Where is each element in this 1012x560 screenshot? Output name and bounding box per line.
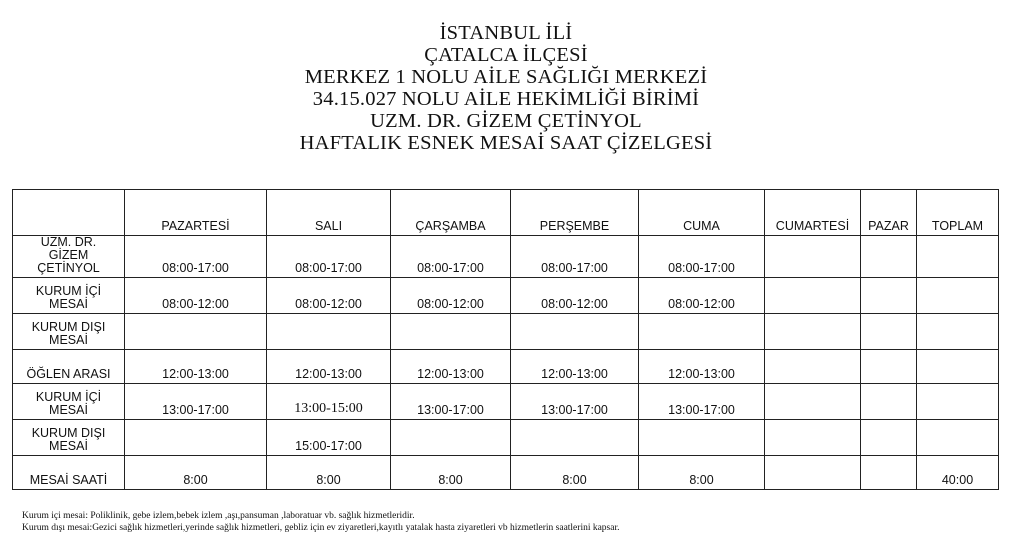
footnote-external-work: Kurum dışı mesai:Gezici sağlık hizmetleri,yerinde sağlık hizmetleri, gebliz için ev ziyaretleri,kayıtlı yatalak hasta ziyaretleri vb hizmetlerin saatlerini kapsar. bbox=[22, 523, 620, 533]
table-row-external-afternoon-row bbox=[13, 420, 999, 456]
table-row-lunch-break-row bbox=[13, 350, 999, 384]
row-label-line: ÇETİNYOL bbox=[37, 261, 100, 275]
table-cell bbox=[125, 420, 267, 456]
row-label-line: KURUM DIŞI bbox=[31, 426, 106, 440]
table-cell bbox=[765, 384, 861, 420]
row-label bbox=[13, 350, 125, 384]
table-cell: 08:00-17:00 bbox=[639, 236, 765, 278]
header-cell-empty bbox=[13, 190, 125, 236]
header-cell-saturday: CUMARTESİ bbox=[765, 190, 861, 236]
table-cell bbox=[639, 314, 765, 350]
row-label-line: MESAİ bbox=[49, 333, 88, 347]
table-cell bbox=[861, 314, 917, 350]
table-cell: 12:00-13:00 bbox=[125, 350, 267, 384]
row-label bbox=[13, 236, 125, 278]
header-cell-thursday: PERŞEMBE bbox=[511, 190, 639, 236]
footnotes bbox=[22, 510, 1002, 534]
header-schedule-title: HAFTALIK ESNEK MESAİ SAAT ÇİZELGESİ bbox=[299, 132, 713, 154]
table-row-internal-morning-row bbox=[13, 278, 999, 314]
header-cell-wednesday: ÇARŞAMBA bbox=[391, 190, 511, 236]
row-label-line: GİZEM bbox=[48, 248, 89, 262]
table-cell bbox=[861, 456, 917, 490]
table-cell bbox=[511, 420, 639, 456]
row-label bbox=[13, 278, 125, 314]
table-cell bbox=[861, 420, 917, 456]
table-cell bbox=[917, 236, 999, 278]
row-label bbox=[13, 420, 125, 456]
header-district: ÇATALCA İLÇESİ bbox=[424, 44, 588, 66]
table-row-doctor-row bbox=[13, 236, 999, 278]
table-cell bbox=[861, 384, 917, 420]
table-cell: 08:00-12:00 bbox=[511, 278, 639, 314]
table-cell bbox=[917, 278, 999, 314]
table-header-row bbox=[13, 190, 999, 236]
table-cell bbox=[917, 350, 999, 384]
table-cell: 12:00-13:00 bbox=[391, 350, 511, 384]
table-cell bbox=[391, 314, 511, 350]
table-row-internal-afternoon-row bbox=[13, 384, 999, 420]
header-health-center: MERKEZ 1 NOLU AİLE SAĞLIĞI MERKEZİ bbox=[304, 66, 708, 88]
table-cell: 8:00 bbox=[639, 456, 765, 490]
header-cell-monday: PAZARTESİ bbox=[125, 190, 267, 236]
table-cell bbox=[861, 278, 917, 314]
document-header bbox=[0, 22, 1012, 154]
table-cell: 08:00-17:00 bbox=[125, 236, 267, 278]
table-cell: 08:00-12:00 bbox=[125, 278, 267, 314]
table-cell: 12:00-13:00 bbox=[267, 350, 391, 384]
row-label-line: KURUM DIŞI bbox=[31, 320, 106, 334]
table-cell bbox=[765, 420, 861, 456]
table-cell: 13:00-15:00 bbox=[267, 384, 391, 420]
table-row-total-hours-row bbox=[13, 456, 999, 490]
row-label-line: MESAİ bbox=[49, 403, 88, 417]
table-cell: 08:00-12:00 bbox=[391, 278, 511, 314]
table-cell: 08:00-17:00 bbox=[511, 236, 639, 278]
table-cell bbox=[765, 456, 861, 490]
table-cell bbox=[917, 314, 999, 350]
row-label bbox=[13, 456, 125, 490]
table-cell: 08:00-12:00 bbox=[267, 278, 391, 314]
row-label-line: ÖĞLEN ARASI bbox=[26, 367, 111, 381]
table-cell bbox=[861, 350, 917, 384]
header-cell-tuesday: SALI bbox=[267, 190, 391, 236]
table-cell bbox=[861, 236, 917, 278]
table-cell: 13:00-17:00 bbox=[391, 384, 511, 420]
table-cell: 8:00 bbox=[511, 456, 639, 490]
table-cell: 12:00-13:00 bbox=[639, 350, 765, 384]
table-cell: 12:00-13:00 bbox=[511, 350, 639, 384]
table-cell: 13:00-17:00 bbox=[511, 384, 639, 420]
table-cell bbox=[391, 420, 511, 456]
table-cell bbox=[511, 314, 639, 350]
row-label-line: UZM. DR. bbox=[40, 235, 97, 249]
header-doctor: UZM. DR. GİZEM ÇETİNYOL bbox=[370, 110, 642, 132]
weekly-schedule-table bbox=[12, 189, 999, 490]
table-cell bbox=[639, 420, 765, 456]
header-cell-total: TOPLAM bbox=[917, 190, 999, 236]
table-cell: 13:00-17:00 bbox=[125, 384, 267, 420]
table-cell bbox=[125, 314, 267, 350]
table-cell: 08:00-12:00 bbox=[639, 278, 765, 314]
table-cell: 08:00-17:00 bbox=[267, 236, 391, 278]
row-label-line: MESAİ SAATİ bbox=[29, 473, 108, 487]
table-cell: 13:00-17:00 bbox=[639, 384, 765, 420]
row-label bbox=[13, 384, 125, 420]
row-label bbox=[13, 314, 125, 350]
table-cell: 8:00 bbox=[125, 456, 267, 490]
table-row-external-morning-row bbox=[13, 314, 999, 350]
table-cell: 8:00 bbox=[267, 456, 391, 490]
header-province: İSTANBUL İLİ bbox=[439, 22, 573, 44]
header-cell-friday: CUMA bbox=[639, 190, 765, 236]
header-unit: 34.15.027 NOLU AİLE HEKİMLİĞİ BİRİMİ bbox=[312, 88, 700, 110]
row-label-line: MESAİ bbox=[49, 439, 88, 453]
table-cell: 08:00-17:00 bbox=[391, 236, 511, 278]
table-cell bbox=[917, 420, 999, 456]
table-cell bbox=[765, 278, 861, 314]
footnote-internal-work: Kurum içi mesai: Poliklinik, gebe izlem,bebek izlem ,aşı,pansuman ,laboratuar vb. sağlık hizmetleridir. bbox=[22, 511, 415, 521]
table-cell: 8:00 bbox=[391, 456, 511, 490]
table-cell: 40:00 bbox=[917, 456, 999, 490]
table-cell bbox=[765, 350, 861, 384]
table-cell bbox=[917, 384, 999, 420]
row-label-line: KURUM İÇİ bbox=[35, 284, 102, 298]
table-cell: 15:00-17:00 bbox=[267, 420, 391, 456]
table-cell bbox=[765, 236, 861, 278]
table-cell bbox=[765, 314, 861, 350]
table-cell bbox=[267, 314, 391, 350]
header-cell-sunday: PAZAR bbox=[861, 190, 917, 236]
row-label-line: KURUM İÇİ bbox=[35, 390, 102, 404]
row-label-line: MESAİ bbox=[49, 297, 88, 311]
